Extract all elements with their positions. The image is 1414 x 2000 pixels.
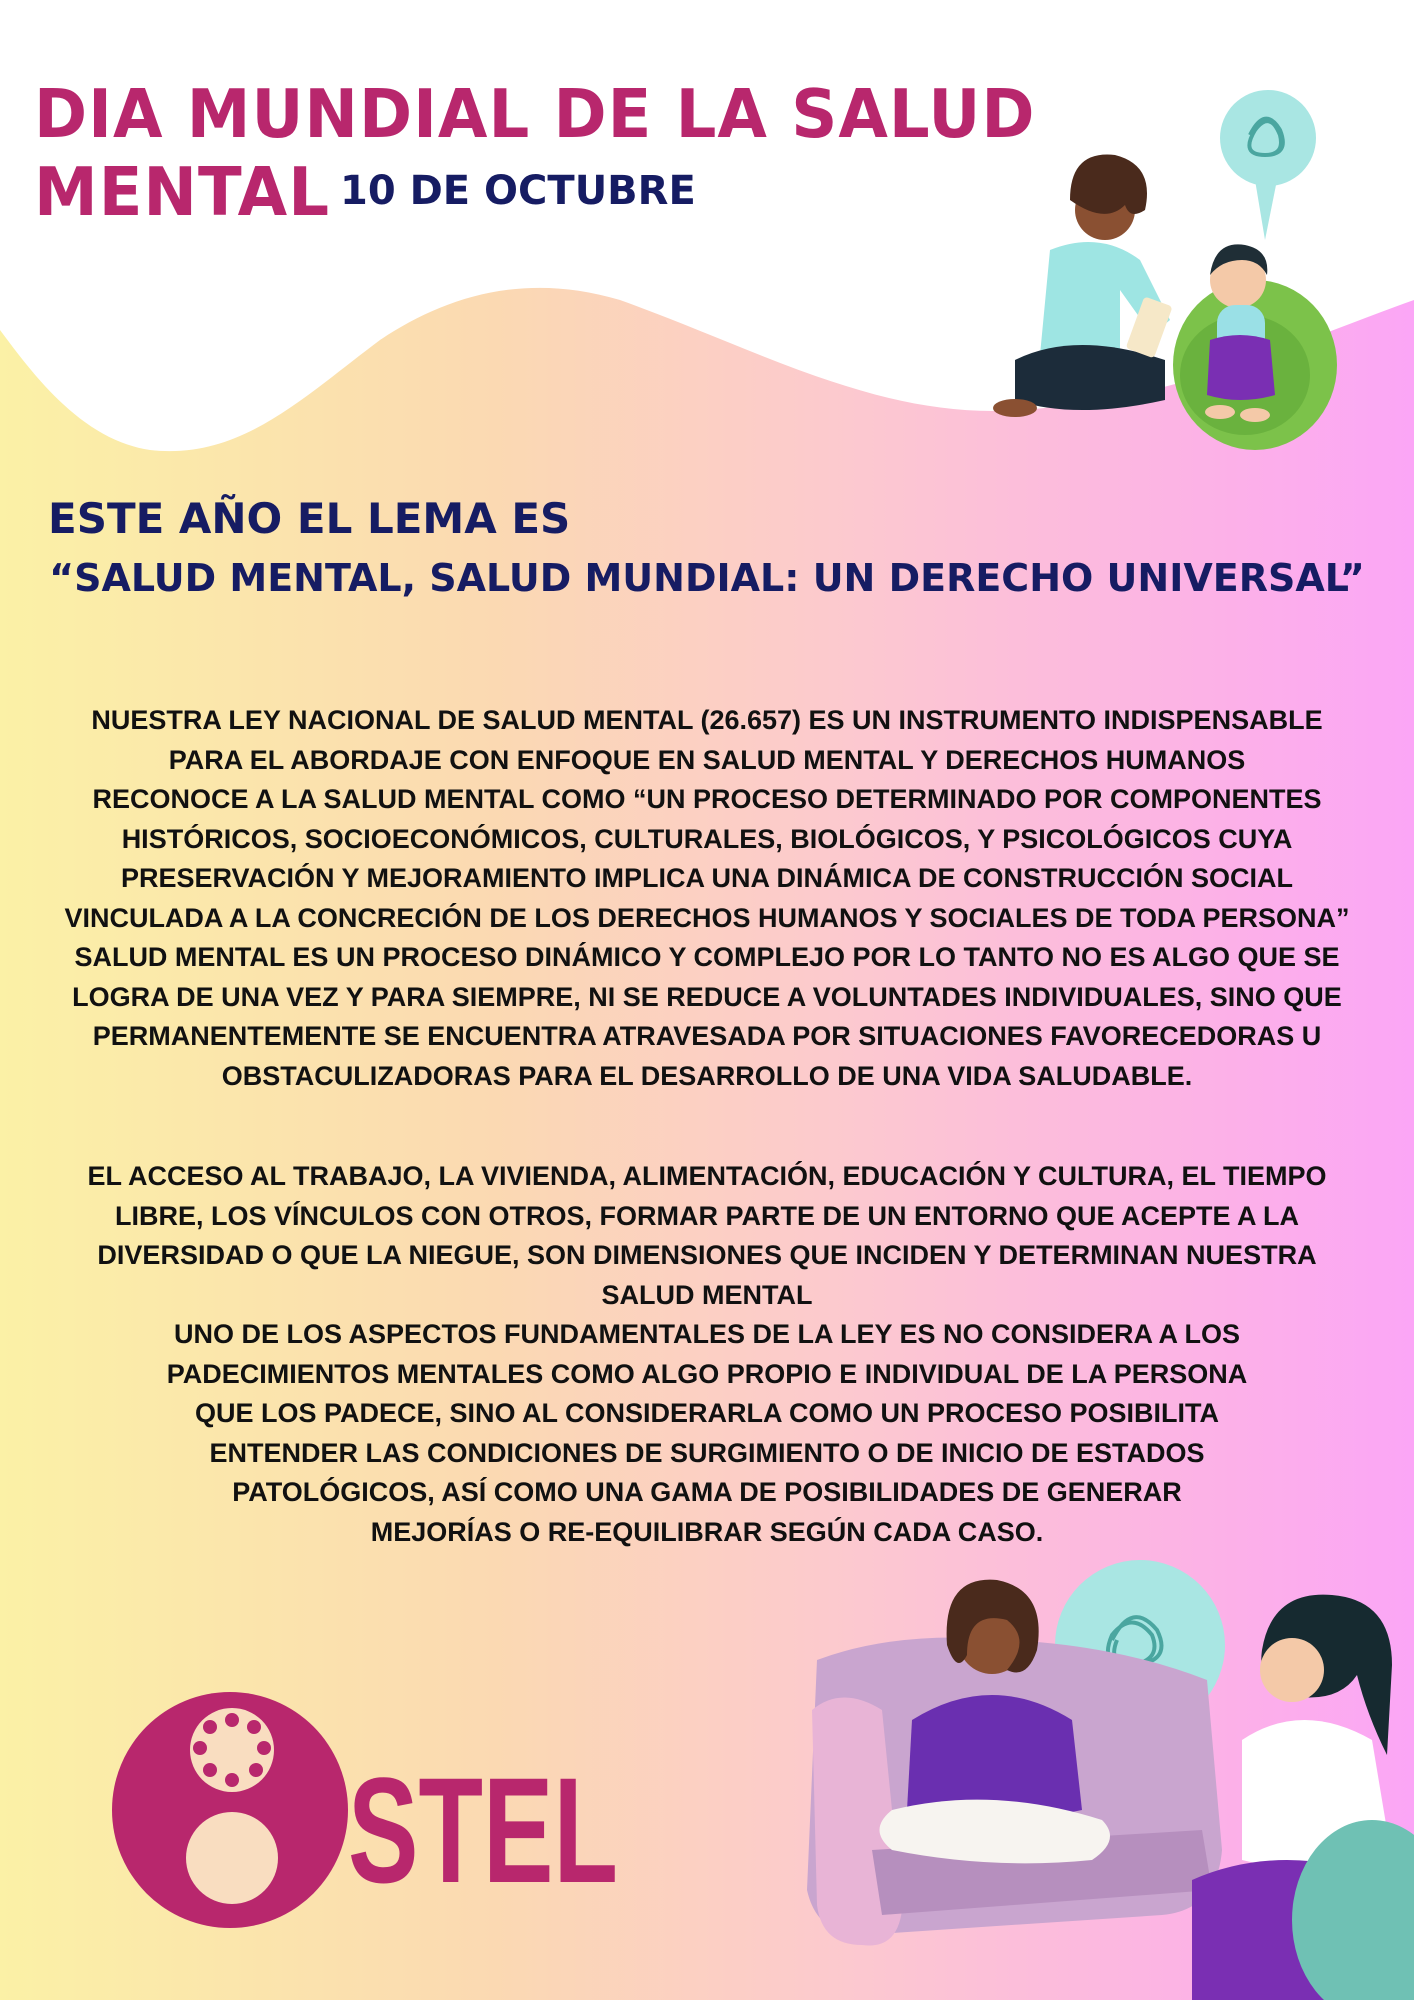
text-line: HISTÓRICOS, SOCIOECONÓMICOS, CULTURALES, BIOLÓGICOS, Y PSICOLÓGICOS CUYA bbox=[121, 823, 1293, 854]
text-line: VINCULADA A LA CONCRECIÓN DE LOS DERECHOS HUMANOS Y SOCIALES DE TODA PERSONA” bbox=[64, 902, 1350, 933]
text-line: EL ACCESO AL TRABAJO, LA VIVIENDA, ALIMENTACIÓN, EDUCACIÓN Y CULTURA, EL TIEMPO bbox=[87, 1161, 1327, 1191]
text-line: RECONOCE A LA SALUD MENTAL COMO “UN PROCESO DETERMINADO POR COMPONENTES bbox=[92, 784, 1322, 814]
therapy-session-illustration bbox=[812, 1550, 1414, 2000]
text-line: SALUD MENTAL ES UN PROCESO DINÁMICO Y COMPLEJO POR LO TANTO NO ES ALGO QUE SE bbox=[74, 942, 1340, 972]
lema-intro: ESTE AÑO EL LEMA ES bbox=[48, 494, 571, 543]
page-title: DIA MUNDIAL DE LA SALUD MENTAL bbox=[34, 76, 1036, 232]
event-date: 10 DE OCTUBRE bbox=[340, 168, 696, 214]
text-line: LIBRE, LOS VÍNCULOS CON OTROS, FORMAR PARTE DE UN ENTORNO QUE ACEPTE A LA bbox=[114, 1200, 1300, 1231]
text-line: DIVERSIDAD O QUE LA NIEGUE, SON DIMENSIONES QUE INCIDEN Y DETERMINAN NUESTRA bbox=[97, 1240, 1317, 1270]
paragraph-ley-nacional bbox=[10, 701, 1404, 1096]
text-line: MEJORÍAS O RE-EQUILIBRAR SEGÚN CADA CASO. bbox=[370, 1516, 1044, 1547]
paragraph-acceso bbox=[10, 1157, 1404, 1552]
text-line: PADECIMIENTOS MENTALES COMO ALGO PROPIO E INDIVIDUAL DE LA PERSONA bbox=[166, 1358, 1248, 1389]
text-line: PARA EL ABORDAJE CON ENFOQUE EN SALUD MENTAL Y DERECHOS HUMANOS bbox=[168, 744, 1246, 775]
text-line: PRESERVACIÓN Y MEJORAMIENTO IMPLICA UNA DINÁMICA DE CONSTRUCCIÓN SOCIAL bbox=[120, 863, 1294, 893]
lema-quote: “SALUD MENTAL, SALUD MUNDIAL: UN DERECHO UNIVERSAL” bbox=[49, 556, 1365, 600]
text-line: NUESTRA LEY NACIONAL DE SALUD MENTAL (26.657) ES UN INSTRUMENTO INDISPENSABLE bbox=[91, 705, 1323, 735]
text-line: PERMANENTEMENTE SE ENCUENTRA ATRAVESADA POR SITUACIONES FAVORECEDORAS U bbox=[92, 1021, 1322, 1051]
text-line: PATOLÓGICOS, ASÍ COMO UNA GAMA DE POSIBILIDADES DE GENERAR bbox=[232, 1477, 1182, 1507]
text-line: QUE LOS PADECE, SINO AL CONSIDERARLA COMO UN PROCESO POSIBILITA bbox=[194, 1398, 1220, 1428]
text-line: OBSTACULIZADORAS PARA EL DESARROLLO DE UNA VIDA SALUDABLE. bbox=[221, 1060, 1193, 1091]
text-line: ENTENDER LAS CONDICIONES DE SURGIMIENTO O DE INICIO DE ESTADOS bbox=[209, 1437, 1205, 1468]
text-line: SALUD MENTAL bbox=[601, 1279, 813, 1310]
logo-text: STEL bbox=[348, 1746, 618, 1914]
text-line: UNO DE LOS ASPECTOS FUNDAMENTALES DE LA LEY ES NO CONSIDERA A LOS bbox=[173, 1319, 1241, 1349]
text-line: LOGRA DE UNA VEZ Y PARA SIEMPRE, NI SE REDUCE A VOLUNTADES INDIVIDUALES, SINO QUE bbox=[72, 981, 1342, 1012]
ostel-logo bbox=[112, 1690, 632, 1930]
counselor-child-illustration bbox=[955, 90, 1335, 450]
